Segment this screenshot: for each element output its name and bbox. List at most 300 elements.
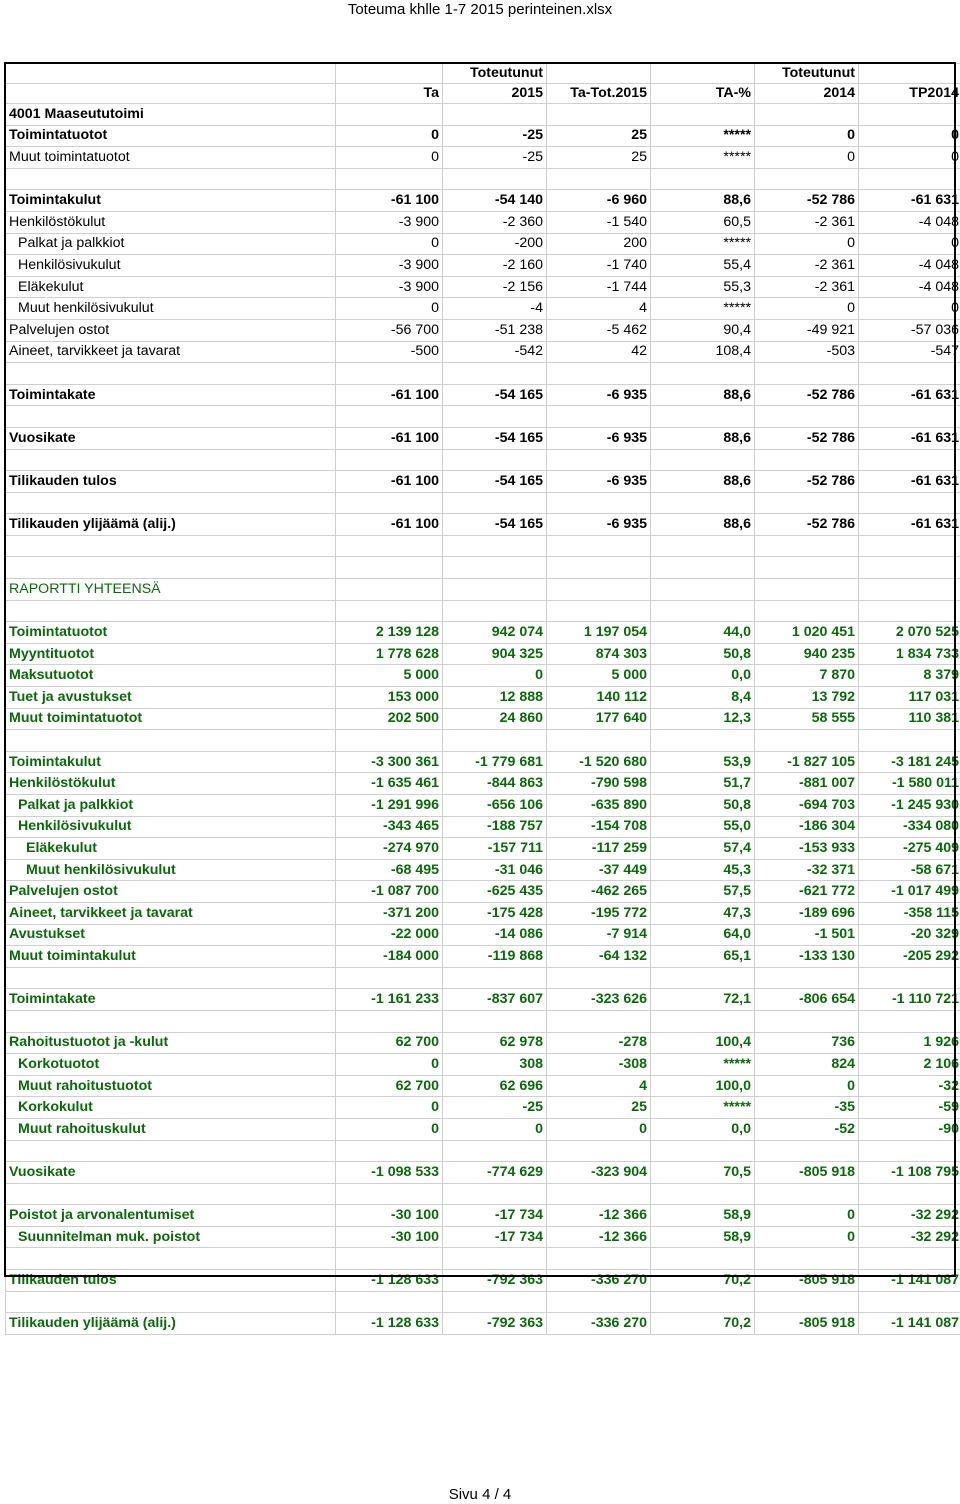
value-cell: -35 (755, 1097, 859, 1119)
value-cell: 62 700 (336, 1032, 443, 1054)
row-label: Muut rahoituskulut (6, 1118, 336, 1140)
value-cell: -1 540 (547, 211, 651, 233)
table-row (6, 341, 960, 363)
value-cell: -51 238 (443, 319, 547, 341)
table-row (6, 902, 960, 924)
empty-cell (6, 730, 336, 752)
table-row (6, 708, 960, 730)
table-row (6, 795, 960, 817)
table-row (6, 1032, 960, 1054)
value-cell: -64 132 (547, 946, 651, 968)
table-row (6, 881, 960, 903)
value-cell: -30 100 (336, 1205, 443, 1227)
row-label: Henkilöstökulut (6, 773, 336, 795)
value-cell: 70,2 (651, 1270, 755, 1292)
row-label: Henkilösivukulut (6, 816, 336, 838)
empty-cell (6, 967, 336, 989)
empty-cell (336, 600, 443, 622)
empty-cell (755, 168, 859, 190)
value-cell: 65,1 (651, 946, 755, 968)
page-footer: Sivu 4 / 4 (448, 1486, 512, 1503)
table-row (6, 687, 960, 709)
empty-cell (547, 363, 651, 385)
table-row (6, 233, 960, 255)
value-cell: -52 786 (755, 190, 859, 212)
empty-cell (6, 1010, 336, 1032)
empty-cell (6, 492, 336, 514)
value-cell: -336 270 (547, 1313, 651, 1335)
row-label: Muut toimintatuotot (6, 147, 336, 169)
value-cell: 5 000 (547, 665, 651, 687)
value-cell: 88,6 (651, 427, 755, 449)
empty-cell (859, 557, 960, 579)
value-cell (755, 104, 859, 126)
table-row (6, 665, 960, 687)
empty-cell (336, 967, 443, 989)
value-cell: -189 696 (755, 902, 859, 924)
table-row (6, 838, 960, 860)
value-cell: 874 303 (547, 643, 651, 665)
value-cell: -52 786 (755, 384, 859, 406)
value-cell: 0 (859, 147, 960, 169)
header-cell: TP2014 (859, 84, 960, 104)
empty-cell (859, 1010, 960, 1032)
value-cell: 62 978 (443, 1032, 547, 1054)
blank-row (6, 1291, 960, 1313)
value-cell: -2 156 (443, 276, 547, 298)
value-cell: 45,3 (651, 859, 755, 881)
row-label: 4001 Maaseututoimi (6, 104, 336, 126)
value-cell: 0 (755, 233, 859, 255)
value-cell: 8,4 (651, 687, 755, 709)
value-cell: -25 (443, 1097, 547, 1119)
blank-row (6, 535, 960, 557)
value-cell: -31 046 (443, 859, 547, 881)
value-cell: -117 259 (547, 838, 651, 860)
value-cell: -881 007 (755, 773, 859, 795)
value-cell: -625 435 (443, 881, 547, 903)
value-cell: -462 265 (547, 881, 651, 903)
value-cell: 140 112 (547, 687, 651, 709)
table-row (6, 1097, 960, 1119)
row-label: Vuosikate (6, 1162, 336, 1184)
value-cell: -4 048 (859, 211, 960, 233)
value-cell: -195 772 (547, 902, 651, 924)
empty-cell (6, 449, 336, 471)
row-label: Tilikauden tulos (6, 471, 336, 493)
value-cell: 24 860 (443, 708, 547, 730)
value-cell: 117 031 (859, 687, 960, 709)
row-label: Tuet ja avustukset (6, 687, 336, 709)
value-cell: -547 (859, 341, 960, 363)
empty-cell (755, 363, 859, 385)
value-cell: -805 918 (755, 1313, 859, 1335)
empty-cell (443, 168, 547, 190)
empty-cell (859, 363, 960, 385)
value-cell: 47,3 (651, 902, 755, 924)
value-cell: -792 363 (443, 1313, 547, 1335)
value-cell: -5 462 (547, 319, 651, 341)
row-label: Muut rahoitustuotot (6, 1075, 336, 1097)
value-cell: -32 (859, 1075, 960, 1097)
value-cell: 0,0 (651, 665, 755, 687)
value-cell: -1 779 681 (443, 751, 547, 773)
value-cell (547, 104, 651, 126)
empty-cell (336, 1183, 443, 1205)
value-cell (547, 579, 651, 601)
empty-cell (6, 1140, 336, 1162)
blank-row (6, 406, 960, 428)
value-cell: 70,5 (651, 1162, 755, 1184)
table-row (6, 1205, 960, 1227)
value-cell: -37 449 (547, 859, 651, 881)
row-label: Tilikauden ylijäämä (alij.) (6, 1313, 336, 1335)
table-row (6, 643, 960, 665)
value-cell: 736 (755, 1032, 859, 1054)
empty-cell (336, 535, 443, 557)
value-cell: 110 381 (859, 708, 960, 730)
empty-cell (443, 363, 547, 385)
value-cell: -59 (859, 1097, 960, 1119)
empty-cell (547, 730, 651, 752)
empty-cell (651, 492, 755, 514)
empty-cell (547, 1291, 651, 1313)
value-cell: -2 361 (755, 211, 859, 233)
value-cell: -61 631 (859, 427, 960, 449)
value-cell: 1 834 733 (859, 643, 960, 665)
empty-cell (859, 1140, 960, 1162)
value-cell: -542 (443, 341, 547, 363)
value-cell: 153 000 (336, 687, 443, 709)
value-cell: -1 740 (547, 255, 651, 277)
value-cell: 25 (547, 147, 651, 169)
empty-cell (755, 730, 859, 752)
empty-cell (651, 449, 755, 471)
value-cell: 88,6 (651, 471, 755, 493)
value-cell: -52 786 (755, 514, 859, 536)
row-label: Muut henkilösivukulut (6, 298, 336, 320)
empty-cell (336, 557, 443, 579)
value-cell: 70,2 (651, 1313, 755, 1335)
value-cell: -1 128 633 (336, 1270, 443, 1292)
value-cell: -184 000 (336, 946, 443, 968)
value-cell: 60,5 (651, 211, 755, 233)
value-cell: -1 744 (547, 276, 651, 298)
empty-cell (6, 1291, 336, 1313)
header-cell (6, 84, 336, 104)
header-cell: Ta-Tot.2015 (547, 84, 651, 104)
value-cell: -61 631 (859, 514, 960, 536)
value-cell: -17 734 (443, 1205, 547, 1227)
value-cell: 13 792 (755, 687, 859, 709)
value-cell: -157 711 (443, 838, 547, 860)
header-cell: 2014 (755, 84, 859, 104)
value-cell: 58,9 (651, 1205, 755, 1227)
value-cell: -25 (443, 147, 547, 169)
row-label: Palvelujen ostot (6, 319, 336, 341)
value-cell: -1 108 795 (859, 1162, 960, 1184)
empty-cell (651, 1010, 755, 1032)
empty-cell (651, 600, 755, 622)
row-label: Muut toimintatuotot (6, 708, 336, 730)
row-label: Myyntituotot (6, 643, 336, 665)
value-cell: -1 161 233 (336, 989, 443, 1011)
value-cell: -1 580 011 (859, 773, 960, 795)
value-cell: -6 935 (547, 427, 651, 449)
empty-cell (443, 600, 547, 622)
value-cell: -1 110 721 (859, 989, 960, 1011)
blank-row (6, 492, 960, 514)
table-row (6, 255, 960, 277)
table-row (6, 924, 960, 946)
row-label: Avustukset (6, 924, 336, 946)
empty-cell (336, 492, 443, 514)
value-cell: -323 904 (547, 1162, 651, 1184)
table-row (6, 514, 960, 536)
empty-cell (443, 406, 547, 428)
row-label: Palkat ja palkkiot (6, 795, 336, 817)
value-cell: -4 048 (859, 255, 960, 277)
value-cell: 0 (443, 1118, 547, 1140)
header-cell (547, 64, 651, 84)
value-cell: 0 (755, 147, 859, 169)
value-cell: -3 900 (336, 255, 443, 277)
empty-cell (336, 406, 443, 428)
empty-cell (443, 967, 547, 989)
header-cell: TA-% (651, 84, 755, 104)
value-cell: -133 130 (755, 946, 859, 968)
row-label: Suunnitelman muk. poistot (6, 1226, 336, 1248)
table-row (6, 1075, 960, 1097)
value-cell: -3 900 (336, 211, 443, 233)
value-cell: 1 778 628 (336, 643, 443, 665)
value-cell: ***** (651, 233, 755, 255)
empty-cell (859, 168, 960, 190)
value-cell: -154 708 (547, 816, 651, 838)
value-cell: -503 (755, 341, 859, 363)
empty-cell (547, 1248, 651, 1270)
table-row (6, 622, 960, 644)
empty-cell (443, 1010, 547, 1032)
value-cell: -656 106 (443, 795, 547, 817)
value-cell: -7 914 (547, 924, 651, 946)
value-cell: -153 933 (755, 838, 859, 860)
empty-cell (755, 1140, 859, 1162)
value-cell: -56 700 (336, 319, 443, 341)
value-cell: 50,8 (651, 795, 755, 817)
value-cell: -3 300 361 (336, 751, 443, 773)
value-cell: -61 631 (859, 384, 960, 406)
header-cell: Ta (336, 84, 443, 104)
value-cell: -17 734 (443, 1226, 547, 1248)
value-cell (336, 579, 443, 601)
value-cell: -3 900 (336, 276, 443, 298)
value-cell: ***** (651, 1097, 755, 1119)
empty-cell (6, 1248, 336, 1270)
empty-cell (547, 492, 651, 514)
value-cell: -3 181 245 (859, 751, 960, 773)
row-label: Tilikauden ylijäämä (alij.) (6, 514, 336, 536)
empty-cell (336, 1010, 443, 1032)
blank-row (6, 1010, 960, 1032)
value-cell: 25 (547, 125, 651, 147)
table-row (6, 1226, 960, 1248)
value-cell: 25 (547, 1097, 651, 1119)
value-cell: -336 270 (547, 1270, 651, 1292)
header-cell: Toteutunut (443, 64, 547, 84)
value-cell: 0,0 (651, 1118, 755, 1140)
value-cell: -621 772 (755, 881, 859, 903)
value-cell: -20 329 (859, 924, 960, 946)
value-cell: 12,3 (651, 708, 755, 730)
empty-cell (651, 168, 755, 190)
value-cell: 88,6 (651, 190, 755, 212)
value-cell: 200 (547, 233, 651, 255)
header-cell (651, 64, 755, 84)
table-row (6, 1162, 960, 1184)
document-title: Toteuma khlle 1-7 2015 perinteinen.xlsx (347, 1, 613, 18)
value-cell: -308 (547, 1054, 651, 1076)
empty-cell (443, 535, 547, 557)
value-cell: -68 495 (336, 859, 443, 881)
value-cell: -806 654 (755, 989, 859, 1011)
value-cell: 942 074 (443, 622, 547, 644)
empty-cell (336, 730, 443, 752)
section-header-row (6, 104, 960, 126)
row-label: Henkilösivukulut (6, 255, 336, 277)
header-cell (6, 64, 336, 84)
value-cell: -61 100 (336, 427, 443, 449)
empty-cell (547, 168, 651, 190)
value-cell (443, 579, 547, 601)
value-cell: -4 (443, 298, 547, 320)
row-label: Rahoitustuotot ja -kulut (6, 1032, 336, 1054)
empty-cell (859, 535, 960, 557)
value-cell: 50,8 (651, 643, 755, 665)
value-cell: -61 100 (336, 514, 443, 536)
empty-cell (6, 535, 336, 557)
row-label: RAPORTTI YHTEENSÄ (6, 579, 336, 601)
value-cell: -790 598 (547, 773, 651, 795)
row-label: Toimintakulut (6, 751, 336, 773)
value-cell: ***** (651, 298, 755, 320)
value-cell: -61 100 (336, 384, 443, 406)
value-cell: 0 (336, 1118, 443, 1140)
value-cell (651, 104, 755, 126)
value-cell: 0 (336, 147, 443, 169)
empty-cell (859, 600, 960, 622)
value-cell: -61 100 (336, 471, 443, 493)
value-cell: -6 935 (547, 384, 651, 406)
value-cell: -6 960 (547, 190, 651, 212)
value-cell: -61 100 (336, 190, 443, 212)
value-cell: 5 000 (336, 665, 443, 687)
value-cell: 1 197 054 (547, 622, 651, 644)
empty-cell (336, 449, 443, 471)
value-cell: 0 (755, 1205, 859, 1227)
value-cell: -57 036 (859, 319, 960, 341)
value-cell: 7 870 (755, 665, 859, 687)
value-cell (859, 579, 960, 601)
row-label: Aineet, tarvikkeet ja tavarat (6, 341, 336, 363)
value-cell: -774 629 (443, 1162, 547, 1184)
empty-cell (651, 967, 755, 989)
empty-cell (547, 535, 651, 557)
value-cell: -61 631 (859, 190, 960, 212)
value-cell: 2 070 525 (859, 622, 960, 644)
value-cell: -54 165 (443, 471, 547, 493)
value-cell: 88,6 (651, 514, 755, 536)
value-cell: -58 671 (859, 859, 960, 881)
value-cell: -1 635 461 (336, 773, 443, 795)
value-cell: 904 325 (443, 643, 547, 665)
empty-cell (755, 1291, 859, 1313)
value-cell: -54 165 (443, 514, 547, 536)
value-cell: -2 361 (755, 255, 859, 277)
empty-cell (755, 406, 859, 428)
empty-cell (755, 557, 859, 579)
value-cell: 0 (336, 233, 443, 255)
empty-cell (651, 1183, 755, 1205)
value-cell: -1 141 087 (859, 1270, 960, 1292)
table-row (6, 384, 960, 406)
value-cell: -61 631 (859, 471, 960, 493)
empty-cell (547, 1010, 651, 1032)
table-row (6, 1270, 960, 1292)
empty-cell (547, 1140, 651, 1162)
value-cell: 8 379 (859, 665, 960, 687)
blank-row (6, 730, 960, 752)
empty-cell (443, 1183, 547, 1205)
value-cell (859, 104, 960, 126)
empty-cell (755, 1248, 859, 1270)
value-cell: -2 360 (443, 211, 547, 233)
blank-row (6, 1183, 960, 1205)
value-cell: ***** (651, 147, 755, 169)
value-cell: -837 607 (443, 989, 547, 1011)
table-row (6, 427, 960, 449)
value-cell (443, 104, 547, 126)
value-cell: -1 520 680 (547, 751, 651, 773)
value-cell (336, 104, 443, 126)
empty-cell (336, 1140, 443, 1162)
value-cell: -52 786 (755, 427, 859, 449)
value-cell: -54 165 (443, 427, 547, 449)
row-label: Henkilöstökulut (6, 211, 336, 233)
empty-cell (336, 1248, 443, 1270)
value-cell: -32 292 (859, 1205, 960, 1227)
header-cell (336, 64, 443, 84)
empty-cell (6, 600, 336, 622)
row-label: Toimintakulut (6, 190, 336, 212)
value-cell: -1 827 105 (755, 751, 859, 773)
value-cell: 0 (755, 298, 859, 320)
value-cell: ***** (651, 1054, 755, 1076)
value-cell: 1 020 451 (755, 622, 859, 644)
empty-cell (755, 535, 859, 557)
empty-cell (6, 168, 336, 190)
empty-cell (443, 730, 547, 752)
value-cell: -275 409 (859, 838, 960, 860)
table-row (6, 1054, 960, 1076)
value-cell: -1 128 633 (336, 1313, 443, 1335)
row-label: Vuosikate (6, 427, 336, 449)
empty-cell (443, 1248, 547, 1270)
empty-cell (755, 449, 859, 471)
value-cell: 0 (859, 298, 960, 320)
row-label: Toimintatuotot (6, 622, 336, 644)
value-cell: 1 926 (859, 1032, 960, 1054)
